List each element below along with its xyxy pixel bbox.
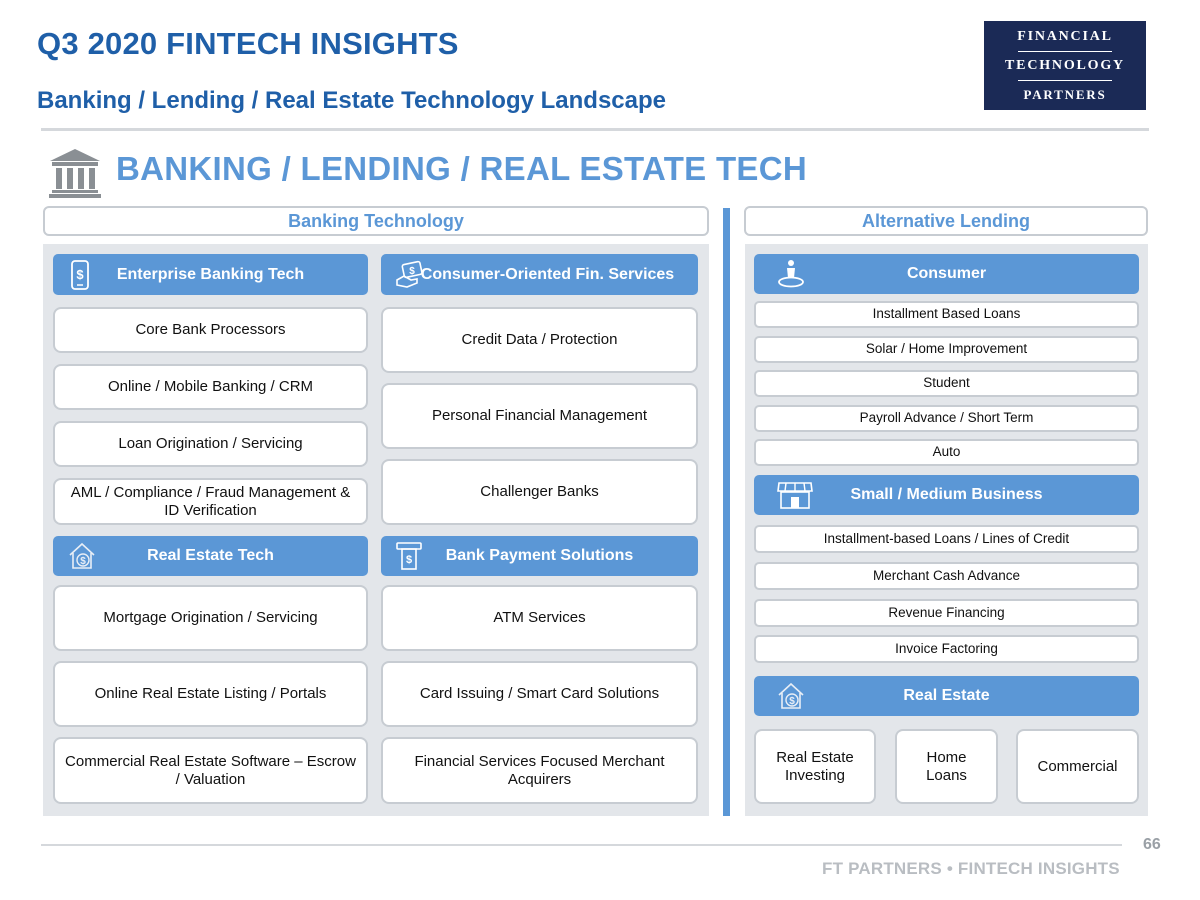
list-item: Commercial Real Estate Software – Escrow / Valuation <box>53 737 368 804</box>
list-item: Online / Mobile Banking / CRM <box>53 364 368 410</box>
storefront-icon <box>776 480 814 510</box>
logo-rule <box>1018 80 1112 81</box>
list-item: Revenue Financing <box>754 599 1139 627</box>
list-item: Core Bank Processors <box>53 307 368 353</box>
svg-text:$: $ <box>409 265 415 277</box>
svg-text:$: $ <box>76 266 84 282</box>
category-label: Real Estate Tech <box>147 547 274 564</box>
category-label: Consumer <box>906 265 987 282</box>
footer-divider <box>41 844 1122 846</box>
svg-text:$: $ <box>405 554 413 566</box>
category-label: Enterprise Banking Tech <box>116 265 305 283</box>
banking-technology-header: Banking Technology <box>43 206 709 236</box>
list-item: Payroll Advance / Short Term <box>754 405 1139 432</box>
list-item: Commercial <box>1016 729 1139 804</box>
list-item: Credit Data / Protection <box>381 307 698 373</box>
list-item: Installment-based Loans / Lines of Credit <box>754 525 1139 553</box>
list-item: ATM Services <box>381 585 698 651</box>
column-divider <box>723 208 730 816</box>
list-item: AML / Compliance / Fraud Management & ID Verification <box>53 478 368 525</box>
list-item: Solar / Home Improvement <box>754 336 1139 363</box>
svg-text:$: $ <box>80 556 86 567</box>
page-number: 66 <box>1143 836 1161 853</box>
mobile-dollar-icon <box>67 260 93 290</box>
alternative-lending-header: Alternative Lending <box>744 206 1148 236</box>
person-pin-icon <box>776 259 802 289</box>
list-item: Mortgage Origination / Servicing <box>53 585 368 651</box>
category-small-medium-business <box>754 475 1139 515</box>
page-subtitle: Banking / Lending / Real Estate Technology Landscape <box>37 87 667 114</box>
category-consumer <box>754 254 1139 294</box>
category-label: Consumer-Oriented Fin. Services <box>420 265 675 283</box>
category-label: Small / Medium Business <box>850 486 1043 503</box>
category-real-estate-tech <box>53 536 368 576</box>
category-label: Bank Payment Solutions <box>445 547 634 564</box>
list-item: Merchant Cash Advance <box>754 562 1139 590</box>
list-item: Loan Origination / Servicing <box>53 421 368 467</box>
list-item: Personal Financial Management <box>381 383 698 449</box>
footer-text: FT PARTNERS • FINTECH INSIGHTS <box>822 859 1120 878</box>
svg-text:$: $ <box>789 696 795 707</box>
header-divider <box>41 128 1149 131</box>
house-dollar-icon <box>776 681 802 711</box>
category-consumer-oriented-fin-services <box>381 254 698 295</box>
logo-line-1: FINANCIAL <box>1017 29 1113 44</box>
list-item: Auto <box>754 439 1139 466</box>
logo-rule <box>1018 51 1112 52</box>
house-dollar-icon <box>67 541 93 571</box>
atm-icon <box>395 541 421 571</box>
bank-building-icon <box>48 147 102 199</box>
hand-card-icon <box>395 260 421 290</box>
logo-line-3: PARTNERS <box>1023 87 1107 102</box>
page-title: Q3 2020 FINTECH INSIGHTS <box>37 26 459 61</box>
section-title: BANKING / LENDING / REAL ESTATE TECH <box>116 150 807 187</box>
ft-partners-logo <box>984 21 1146 110</box>
category-label: Real Estate <box>903 687 990 704</box>
list-item: Installment Based Loans <box>754 301 1139 328</box>
list-item: Card Issuing / Smart Card Solutions <box>381 661 698 727</box>
list-item: Financial Services Focused Merchant Acquirers <box>381 737 698 804</box>
category-real-estate <box>754 676 1139 716</box>
category-bank-payment-solutions <box>381 536 698 576</box>
category-enterprise-banking-tech <box>53 254 368 295</box>
list-item: Online Real Estate Listing / Portals <box>53 661 368 727</box>
list-item: Home Loans <box>895 729 998 804</box>
list-item: Challenger Banks <box>381 459 698 525</box>
list-item: Student <box>754 370 1139 397</box>
logo-line-2: TECHNOLOGY <box>1005 58 1125 73</box>
list-item: Invoice Factoring <box>754 635 1139 663</box>
list-item: Real Estate Investing <box>754 729 876 804</box>
